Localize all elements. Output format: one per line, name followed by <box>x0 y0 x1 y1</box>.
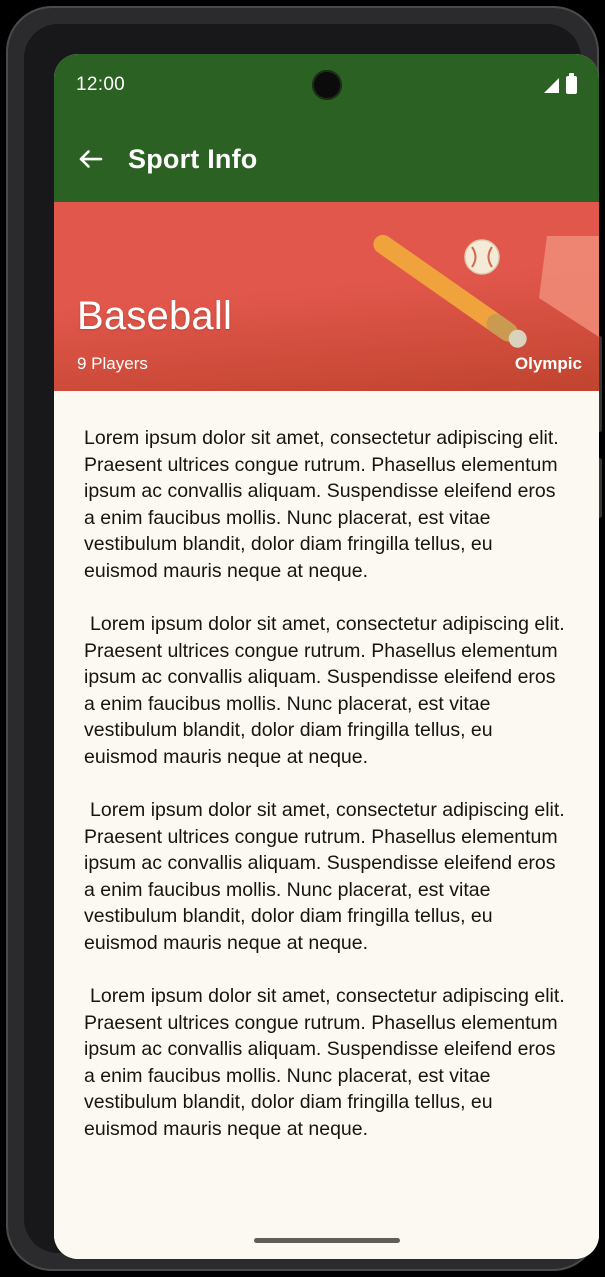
home-gesture-bar[interactable] <box>254 1238 400 1243</box>
signal-bars-icon <box>544 78 559 93</box>
status-icons <box>544 76 577 94</box>
status-time: 12:00 <box>76 74 126 95</box>
phone-bezel <box>24 24 581 1253</box>
olympic-badge: Olympic <box>514 354 582 373</box>
battery-icon <box>566 76 577 94</box>
back-arrow-icon[interactable] <box>76 144 106 174</box>
page-title: Sport Info <box>128 143 258 174</box>
description-paragraph: Lorem ipsum dolor sit amet, consectetur adipiscing elit. Praesent ultrices congue rutrum. Phasellus elementum ipsum ac convallis aliquam. Suspendisse eleifend eros a enim faucibus mollis. Nunc placerat, est vitae vestibulum blandit, dolor diam fringilla tellus, eu euismod mauris neque at neque. <box>84 799 565 954</box>
status-bar <box>54 54 599 116</box>
description-paragraph: Lorem ipsum dolor sit amet, consectetur adipiscing elit. Praesent ultrices congue rutrum. Phasellus elementum ipsum ac convallis aliquam. Suspendisse eleifend eros a enim faucibus mollis. Nunc placerat, est vitae vestibulum blandit, dolor diam fringilla tellus, eu euismod mauris neque at neque. <box>84 427 559 582</box>
sport-name: Baseball <box>77 294 233 338</box>
player-count-label: 9 Players <box>77 354 148 373</box>
description-paragraph: Lorem ipsum dolor sit amet, consectetur adipiscing elit. Praesent ultrices congue rutrum. Phasellus elementum ipsum ac convallis aliquam. Suspendisse eleifend eros a enim faucibus mollis. Nunc placerat, est vitae vestibulum blandit, dolor diam fringilla tellus, eu euismod mauris neque at neque. <box>84 613 565 768</box>
sport-hero-banner <box>54 202 599 391</box>
phone-frame <box>6 6 599 1271</box>
front-camera-punch-hole <box>312 70 342 100</box>
sport-description-scroll[interactable] <box>54 391 599 1259</box>
phone-screen <box>54 54 599 1259</box>
app-bar <box>54 116 599 202</box>
description-paragraph: Lorem ipsum dolor sit amet, consectetur adipiscing elit. Praesent ultrices congue rutrum. Phasellus elementum ipsum ac convallis aliquam. Suspendisse eleifend eros a enim faucibus mollis. Nunc placerat, est vitae vestibulum blandit, dolor diam fringilla tellus, eu euismod mauris neque at neque. <box>84 985 565 1140</box>
